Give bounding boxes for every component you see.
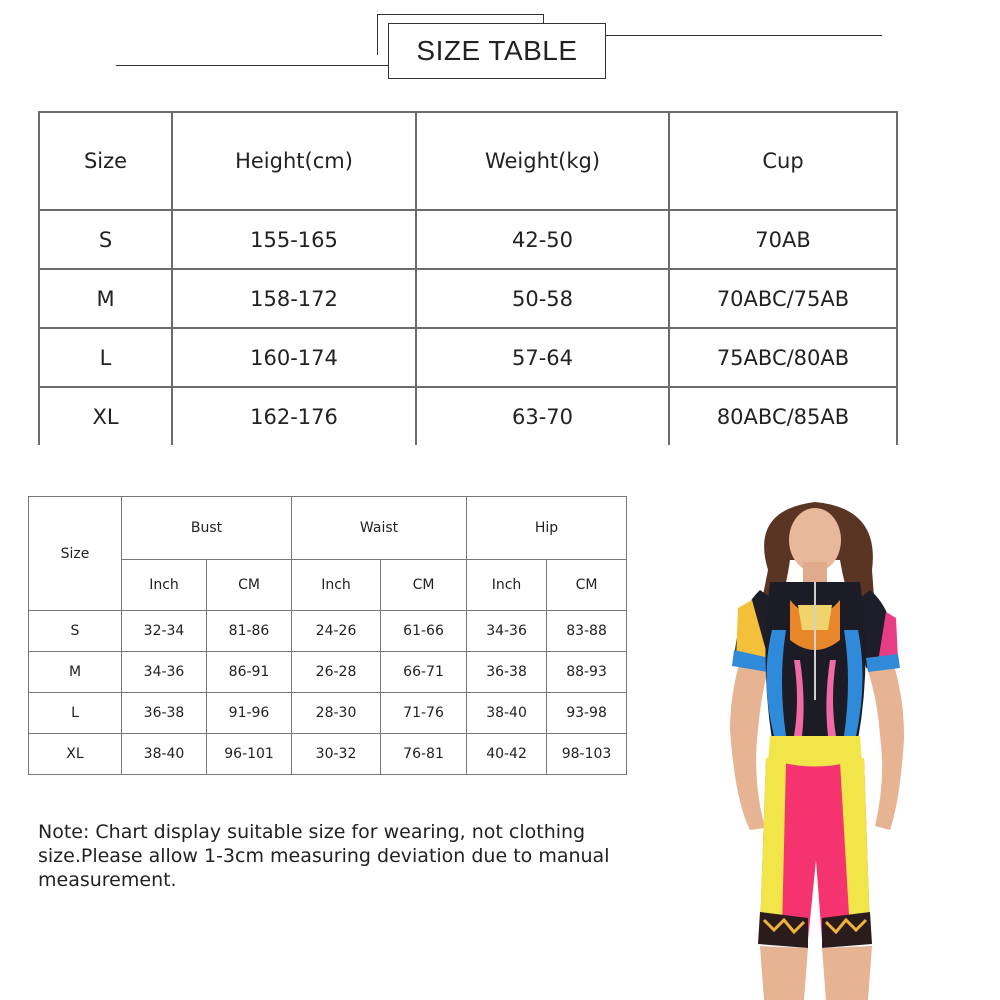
- table-cell: 70AB: [669, 210, 897, 269]
- table-cell: XL: [29, 734, 122, 775]
- table-cell: S: [29, 611, 122, 652]
- table-cell: 93-98: [547, 693, 627, 734]
- table-cell: 80ABC/85AB: [669, 387, 897, 445]
- table-cell: 75ABC/80AB: [669, 328, 897, 387]
- header-cell: Height(cm): [172, 112, 416, 210]
- table-cell: 83-88: [547, 611, 627, 652]
- header-cell: Weight(kg): [416, 112, 669, 210]
- table-cell: 98-103: [547, 734, 627, 775]
- table-cell: M: [39, 269, 172, 328]
- table-cell: 36-38: [122, 693, 207, 734]
- table-cell: 96-101: [207, 734, 292, 775]
- table-cell: 30-32: [292, 734, 381, 775]
- header-cell: Inch: [467, 560, 547, 611]
- table-row: [29, 611, 627, 652]
- table-cell: 57-64: [416, 328, 669, 387]
- table-cell: 38-40: [122, 734, 207, 775]
- header-cell: Size: [39, 112, 172, 210]
- table-cell: 50-58: [416, 269, 669, 328]
- table-cell: 86-91: [207, 652, 292, 693]
- table-cell: 158-172: [172, 269, 416, 328]
- table-group-header-row: [29, 497, 627, 560]
- page-title: SIZE TABLE: [416, 35, 578, 66]
- table-cell: 162-176: [172, 387, 416, 445]
- table-cell: 66-71: [381, 652, 467, 693]
- table-cell: 26-28: [292, 652, 381, 693]
- table-cell: L: [29, 693, 122, 734]
- table-row: [39, 210, 897, 269]
- header-cell: CM: [381, 560, 467, 611]
- header-frame: [388, 23, 606, 79]
- table-cell: 42-50: [416, 210, 669, 269]
- table-cell: 40-42: [467, 734, 547, 775]
- table-cell: 81-86: [207, 611, 292, 652]
- table-row: [39, 328, 897, 387]
- table-cell: 155-165: [172, 210, 416, 269]
- measurement-note: Note: Chart display suitable size for wearing, not clothing size.Please allow 1-3cm measuring deviation due to manual measurement.: [38, 821, 610, 891]
- header-cell: Size: [29, 497, 122, 611]
- header-cell: Hip: [467, 497, 627, 560]
- table-cell: 34-36: [122, 652, 207, 693]
- table-cell: 76-81: [381, 734, 467, 775]
- table-cell: 36-38: [467, 652, 547, 693]
- table-cell: 71-76: [381, 693, 467, 734]
- table-cell: S: [39, 210, 172, 269]
- header-cell: CM: [207, 560, 292, 611]
- table-cell: 24-26: [292, 611, 381, 652]
- header-rule-right: [606, 35, 882, 36]
- header-rule-left: [116, 65, 388, 66]
- table-cell: 34-36: [467, 611, 547, 652]
- table-row: [29, 734, 627, 775]
- table-header-row: [39, 112, 897, 210]
- table-row: [39, 387, 897, 445]
- header-cell: Bust: [122, 497, 292, 560]
- size-table-measurements: [28, 496, 627, 775]
- table-row: [39, 269, 897, 328]
- table-cell: XL: [39, 387, 172, 445]
- table-cell: 91-96: [207, 693, 292, 734]
- table-cell: 160-174: [172, 328, 416, 387]
- header-cell: Waist: [292, 497, 467, 560]
- table-row: [29, 693, 627, 734]
- header-cell: Cup: [669, 112, 897, 210]
- header-cell: Inch: [292, 560, 381, 611]
- cycling-skinsuit-photo: [690, 500, 940, 1000]
- header-cell: CM: [547, 560, 627, 611]
- table-cell: 28-30: [292, 693, 381, 734]
- table-cell: M: [29, 652, 122, 693]
- table-cell: 61-66: [381, 611, 467, 652]
- header-cell: Inch: [122, 560, 207, 611]
- table-cell: 32-34: [122, 611, 207, 652]
- table-cell: 88-93: [547, 652, 627, 693]
- table-row: [29, 652, 627, 693]
- table-cell: 63-70: [416, 387, 669, 445]
- size-table-height-weight: [38, 111, 898, 445]
- table-cell: 70ABC/75AB: [669, 269, 897, 328]
- table-cell: 38-40: [467, 693, 547, 734]
- table-cell: L: [39, 328, 172, 387]
